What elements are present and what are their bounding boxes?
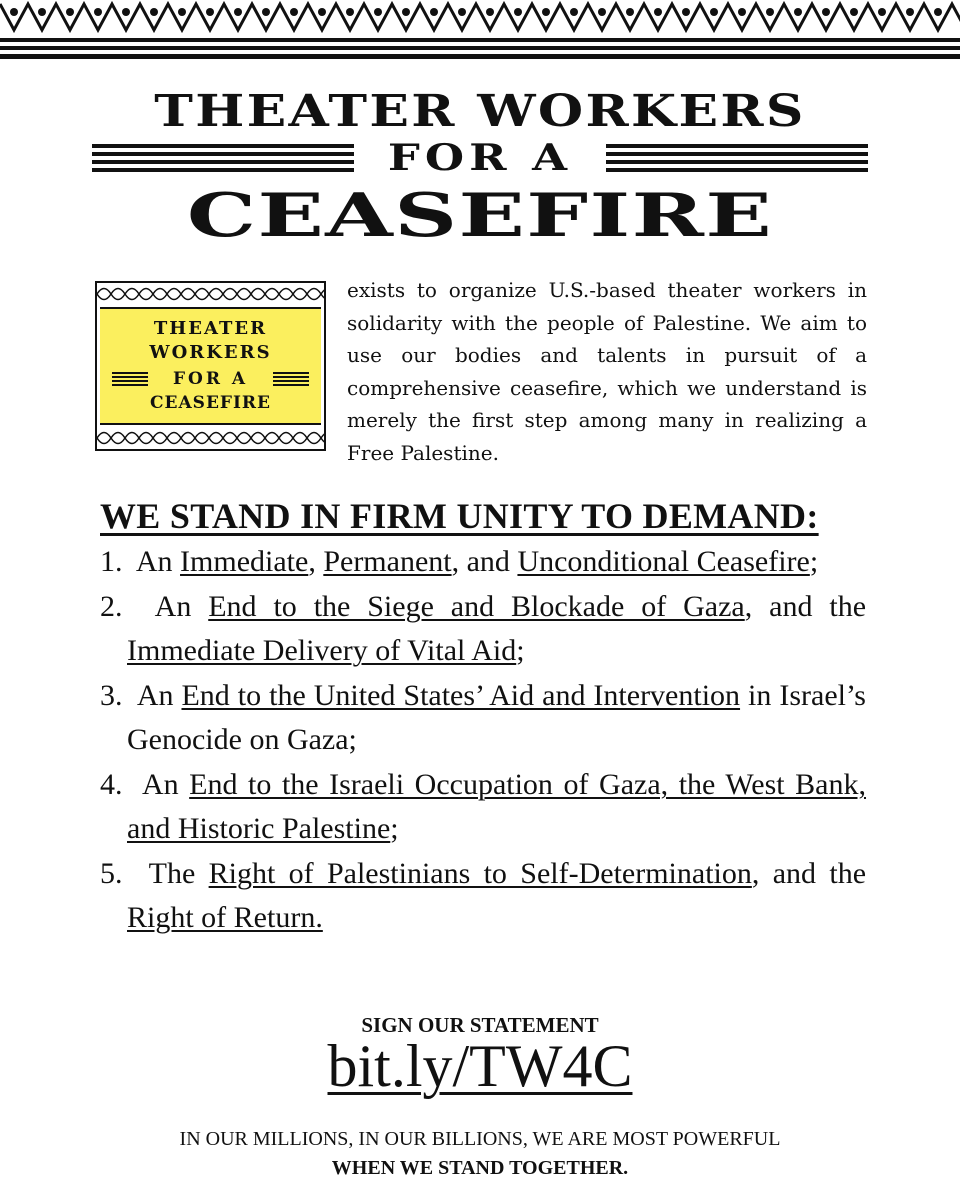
demand-emphasis: Unconditional Ceasefire xyxy=(517,545,810,578)
logo-text-3: FOR A xyxy=(172,369,249,389)
demands-heading: WE STAND IN FIRM UNITY TO DEMAND: xyxy=(100,496,819,536)
keffiyeh-pattern-top xyxy=(97,283,324,305)
demand-emphasis: Right of Palestinians to Self-Determination xyxy=(208,857,752,890)
keffiyeh-pattern-bottom xyxy=(97,427,324,449)
sign-label: SIGN OUR STATEMENT xyxy=(361,1013,599,1037)
demand-item-3 xyxy=(100,674,866,762)
demand-number: 2. xyxy=(100,590,123,623)
demand-text: The xyxy=(148,857,209,890)
demand-emphasis: Immediate xyxy=(180,545,309,578)
demand-text: , xyxy=(308,545,324,578)
title-line-2: FOR A xyxy=(387,137,573,179)
demand-item-5 xyxy=(100,852,866,940)
demand-emphasis: Right of Return. xyxy=(127,901,323,934)
demand-text: An xyxy=(135,545,181,578)
logo-right-stripes xyxy=(273,372,309,386)
demand-text: An xyxy=(154,590,209,623)
right-stripes xyxy=(606,144,868,172)
statement-link[interactable]: bit.ly/TW4C xyxy=(327,1033,633,1099)
title-line-1: THEATER WORKERS xyxy=(154,86,806,137)
logo xyxy=(95,281,326,451)
demand-emphasis: Permanent xyxy=(323,545,452,578)
logo-text-1: THEATER xyxy=(153,318,268,339)
footer-line-2: WHEN WE STAND TOGETHER. xyxy=(331,1157,629,1179)
demand-text: ; xyxy=(516,634,525,667)
barbed-wire-border xyxy=(0,0,960,64)
demand-emphasis: End to the Siege and Blockade of Gaza xyxy=(208,590,745,623)
demand-number: 1. xyxy=(100,545,123,578)
logo-text-2: WORKERS xyxy=(149,342,272,363)
demand-item-2 xyxy=(100,585,866,673)
demand-text: ; xyxy=(809,545,819,578)
demand-item-4 xyxy=(100,763,866,851)
demands-list xyxy=(100,540,866,941)
demand-text: , and the xyxy=(744,590,867,623)
demand-number: 3. xyxy=(100,679,123,712)
demand-text: , and xyxy=(451,545,518,578)
title-row-2 xyxy=(92,138,868,178)
logo-panel xyxy=(100,307,321,425)
demand-text: , and the xyxy=(751,857,867,890)
demand-text: An xyxy=(141,768,190,801)
intro-paragraph: exists to organize U.S.-based theater workers in solidarity with the people of Palestine. We aim to use our bodies and talents in pursuit of a comprehensive ceasefire, which we understand is merely the first step among many in realizing a Free Palestine. xyxy=(347,278,867,465)
demand-emphasis: End to the United States’ Aid and Intervention xyxy=(181,679,741,712)
footer-line-1: IN OUR MILLIONS, IN OUR BILLIONS, WE ARE MOST POWERFUL xyxy=(179,1128,781,1150)
demand-text: ; xyxy=(390,812,399,845)
demand-item-1 xyxy=(100,540,866,584)
demand-text: An xyxy=(136,679,182,712)
demand-number: 4. xyxy=(100,768,123,801)
demand-emphasis: Immediate Delivery of Vital Aid xyxy=(127,634,517,667)
demand-emphasis: End to the Israeli Occupation of Gaza, the West Bank, and Historic Palestine xyxy=(127,768,866,845)
logo-text-4: CEASEFIRE xyxy=(149,393,272,413)
demand-number: 5. xyxy=(100,857,123,890)
demand-text: in Israel’s Genocide on Gaza; xyxy=(127,679,866,756)
title-line-3: CEASEFIRE xyxy=(186,181,774,251)
